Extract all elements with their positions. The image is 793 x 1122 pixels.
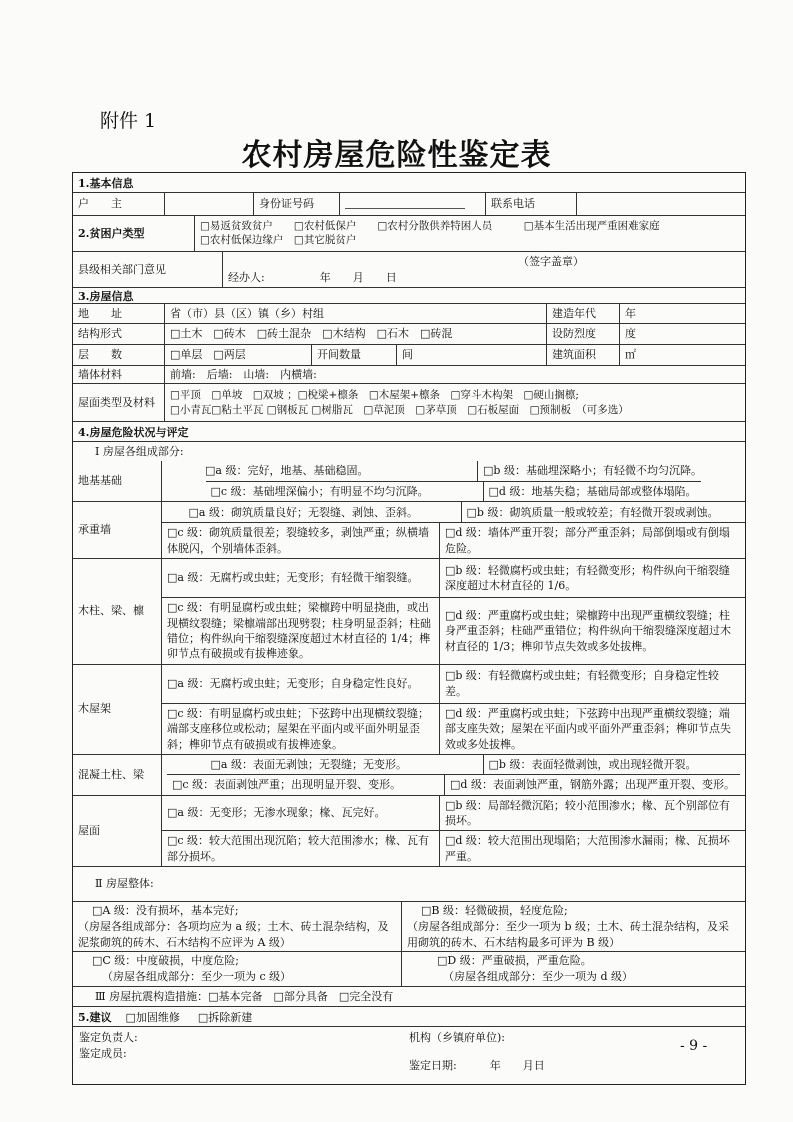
wall-material-label: 墙体材料 (78, 367, 122, 381)
component-row (73, 754, 745, 795)
build-year-field[interactable]: 年 (619, 304, 745, 323)
grade-b-option[interactable]: □b 级：基础埋深略小；有轻微不均匀沉降。 (477, 461, 707, 481)
address-label: 地 址 (78, 306, 122, 320)
structure-options[interactable]: □土木 □砖木 □砖土混杂 □木结构 □石木 □砖混 (164, 324, 546, 344)
grade-b-option[interactable]: □b 级：砌筑质量一般或较差；有轻微开裂或剥蚀。 (461, 502, 724, 522)
grade-a-option[interactable]: □a 级：表面无剥蚀；无裂缝；无变形。 (210, 757, 407, 771)
area-field[interactable]: ㎡ (619, 345, 745, 365)
component-name: 混凝土柱、梁 (78, 767, 144, 781)
rebuild-option[interactable]: □拆除新建 (197, 1010, 253, 1024)
owner-label: 户 主 (78, 197, 122, 211)
grade-C-note: （房屋各组成部分：至少一项为 c 级） (102, 970, 292, 984)
component-row (73, 664, 745, 754)
floors-label: 层 数 (78, 348, 122, 362)
floors-options[interactable]: □单层 □两层 (164, 345, 311, 365)
grade-c-option[interactable]: □c 级：砌筑质量很差；裂缝较多，剥蚀严重；纵横墙体脱闪，个别墙体歪斜。 (167, 526, 430, 555)
repair-option[interactable]: □加固维修 (125, 1010, 180, 1024)
grade-D-title: □D 级：严重破损，严重危险。 (437, 954, 592, 968)
bays-field[interactable]: 间 (396, 345, 546, 365)
grade-D-option[interactable] (401, 952, 745, 986)
address-field[interactable]: 省（市）县（区）镇（乡）村组 (164, 304, 546, 323)
sign-seal-text: （签字盖章） (518, 254, 584, 268)
grade-b-option[interactable]: □b 级：轻微腐朽或虫蛀；有轻微变形；构件纵向干缩裂缝深度超过木材直径的 1/6。 (439, 559, 745, 597)
component-name: 木柱、梁、檩 (78, 604, 144, 618)
handler-date[interactable]: 经办人: 年 月 日 (228, 270, 397, 284)
poverty-type-options-2[interactable]: □农村低保边缘户 □其它脱贫户 (200, 233, 357, 246)
grade-a-option[interactable]: □a 级：无腐朽或虫蛀；无变形；自身稳定性良好。 (167, 677, 419, 691)
grade-D-note: （房屋各组成部分：至少一项为 d 级） (443, 970, 634, 984)
component-row (73, 558, 745, 664)
area-label: 建筑面积 (546, 345, 619, 365)
phone-field[interactable] (576, 193, 745, 215)
grade-b-option[interactable]: □b 级：表面轻微剥蚀，或出现轻微开裂。 (483, 755, 702, 774)
roof-options-2[interactable]: □小青瓦□粘土平瓦 □钢板瓦 □树脂瓦 □草泥顶 □茅草顶 □石板屋面 □预制板 （可多选） (170, 403, 629, 416)
roof-options-1[interactable]: □平顶 □单坡 □双坡 ；□梲梁+檩条 □木屋架+檩条 □穿斗木构架 □硬山搁檩; (170, 389, 579, 402)
grade-a-option[interactable]: □a 级：砌筑质量良好；无裂缝、剥蚀、歪斜。 (188, 505, 418, 519)
component-name: 屋面 (78, 824, 100, 837)
grade-d-option[interactable]: □d 级：较大范围出现塌陷；大范围渗水漏雨；椽、瓦损坏严重。 (439, 831, 745, 866)
component-row (73, 795, 745, 867)
page-title: 农村房屋危险性鉴定表 (241, 138, 552, 173)
grade-A-option[interactable] (73, 902, 401, 951)
component-name: 地基基础 (78, 474, 122, 488)
grade-B-option[interactable] (401, 902, 745, 951)
org-label: 机构（乡镇府单位): (409, 1031, 505, 1045)
grade-c-option[interactable]: □c 级：基础埋深偏小；有明显不均匀沉降。 (210, 485, 429, 498)
phone-label: 联系电话 (485, 193, 576, 215)
grade-c-option[interactable]: □c 级：较大范围出现沉陷；较大范围渗水；椽、瓦有部分损坏。 (167, 834, 430, 863)
grade-d-option[interactable]: □d 级：严重腐朽或虫蛀；下弦跨中出现严重横纹裂缝；端部支座失效；屋架在平面内或平面外严重歪斜；榫卯节点失效或多处拔榫。 (439, 704, 745, 754)
grade-C-option[interactable] (73, 952, 401, 986)
grade-d-option[interactable]: □d 级：严重腐朽或虫蛀；梁檩跨中出现严重横纹裂缝；柱身严重歪斜；柱础严重错位；构件纵向干缩裂缝深度超过木材直径的 1/3；榫卯节点失效或多处拔榫。 (439, 598, 745, 664)
seismic-measures-options[interactable]: Ⅲ 房屋抗震构造措施：□基本完备 □部分具备 □完全没有 (95, 989, 394, 1003)
section-house-info: 3.房屋信息 (78, 289, 134, 303)
assessment-date[interactable]: 鉴定日期: 年 月日 (409, 1059, 545, 1073)
page-number: - 9 - (680, 1038, 708, 1054)
grade-A-note: （房屋各组成部分：各项均应为 a 级；土木、砖土混杂结构，及泥浆砌筑的砖木、石木结构不应评为 A 级） (78, 919, 389, 949)
grade-a-option[interactable]: □a 级：无变形；无渗水现象；椽、瓦完好。 (167, 806, 386, 820)
section-danger-assessment: 4.房屋危险状况与评定 (78, 425, 189, 439)
part2-label: Ⅱ 房屋整体: (95, 877, 154, 891)
build-year-label: 建造年代 (546, 304, 619, 323)
id-label: 身份证号码 (253, 193, 339, 215)
grade-c-option[interactable]: □c 级：有明显腐朽或虫蛀；下弦跨中出现横纹裂缝；端部支座移位或松动；屋架在平面内或平面外明显歪斜；榫卯节点有破损或有拔榫迹象。 (167, 706, 430, 751)
wall-material-field[interactable]: 前墙: 后墙: 山墙: 内横墙: (164, 366, 745, 383)
intensity-field[interactable]: 度 (619, 324, 745, 344)
assessment-form (72, 172, 746, 1085)
intensity-label: 设防烈度 (546, 324, 619, 344)
grade-d-option[interactable]: □d 级：地基失稳；基础局部或整体塌陷。 (483, 482, 702, 501)
section-suggestion: 5.建议 (78, 1010, 112, 1024)
grade-B-title: □B 级：轻微破损，轻度危险; (421, 903, 568, 917)
structure-label: 结构形式 (78, 327, 122, 341)
component-row (73, 501, 745, 558)
roof-type-label: 屋面类型及材料 (78, 395, 155, 409)
part1-label: Ⅰ 房屋各组成部分: (95, 444, 184, 458)
grade-b-option[interactable]: □b 级：有轻微腐朽或虫蛀；有轻微变形；自身稳定性较差。 (439, 665, 745, 703)
leader-label: 鉴定负责人: (79, 1031, 138, 1045)
component-name: 承重墙 (78, 523, 111, 537)
section-basic-info: 1.基本信息 (78, 176, 134, 190)
grade-A-title: □A 级：没有损坏，基本完好; (92, 903, 239, 917)
grade-C-title: □C 级：中度破损，中度危险; (92, 954, 240, 968)
grade-a-option[interactable]: □a 级：无腐朽或虫蛀；无变形；有轻微干缩裂缝。 (167, 571, 419, 585)
members-label: 鉴定成员: (79, 1047, 127, 1061)
attachment-label: 附件 1 (100, 110, 157, 132)
grade-c-option[interactable]: □c 级：表面剥蚀严重；出现明显开裂、变形。 (172, 778, 402, 792)
poverty-type-label: 2.贫困户类型 (78, 226, 145, 240)
grade-a-option[interactable]: □a 级：完好，地基、基础稳固。 (205, 464, 369, 478)
poverty-type-options-1[interactable]: □易返贫致贫户 □农村低保户 □农村分散供养特困人员 □基本生活出现严重困难家庭 (200, 219, 660, 232)
grade-B-note: （房屋各组成部分：至少一项为 b 级；土木、砖土混杂结构，及采用砌筑的砖木、石木结构最多可评为 B 级） (407, 919, 730, 949)
bays-label: 开间数量 (311, 345, 396, 365)
county-opinion-label: 县级相关部门意见 (78, 262, 166, 276)
id-field[interactable] (339, 193, 485, 215)
owner-field[interactable] (164, 193, 253, 215)
grade-d-option[interactable]: □d 级：墙体严重开裂；部分严重歪斜；局部倒塌或有倒塌危险。 (439, 523, 745, 558)
grade-c-option[interactable]: □c 级：有明显腐朽或虫蛀；梁檩跨中明显挠曲，或出现横纹裂缝；梁檩端部出现劈裂；柱身明显歪斜；柱础错位；构件纵向干缩裂缝深度超过木材直径的 1/4；榫卯节点有破损或有拔榫迹象。 (167, 601, 431, 661)
grade-b-option[interactable]: □b 级：局部轻微沉陷；较小范围渗水；椽、瓦个别部位有损坏。 (439, 796, 745, 831)
grade-d-option[interactable]: □d 级：表面剥蚀严重，钢筋外露；出现严重开裂、变形。 (444, 775, 740, 794)
component-row (73, 461, 745, 501)
component-name: 木屋架 (78, 702, 111, 716)
